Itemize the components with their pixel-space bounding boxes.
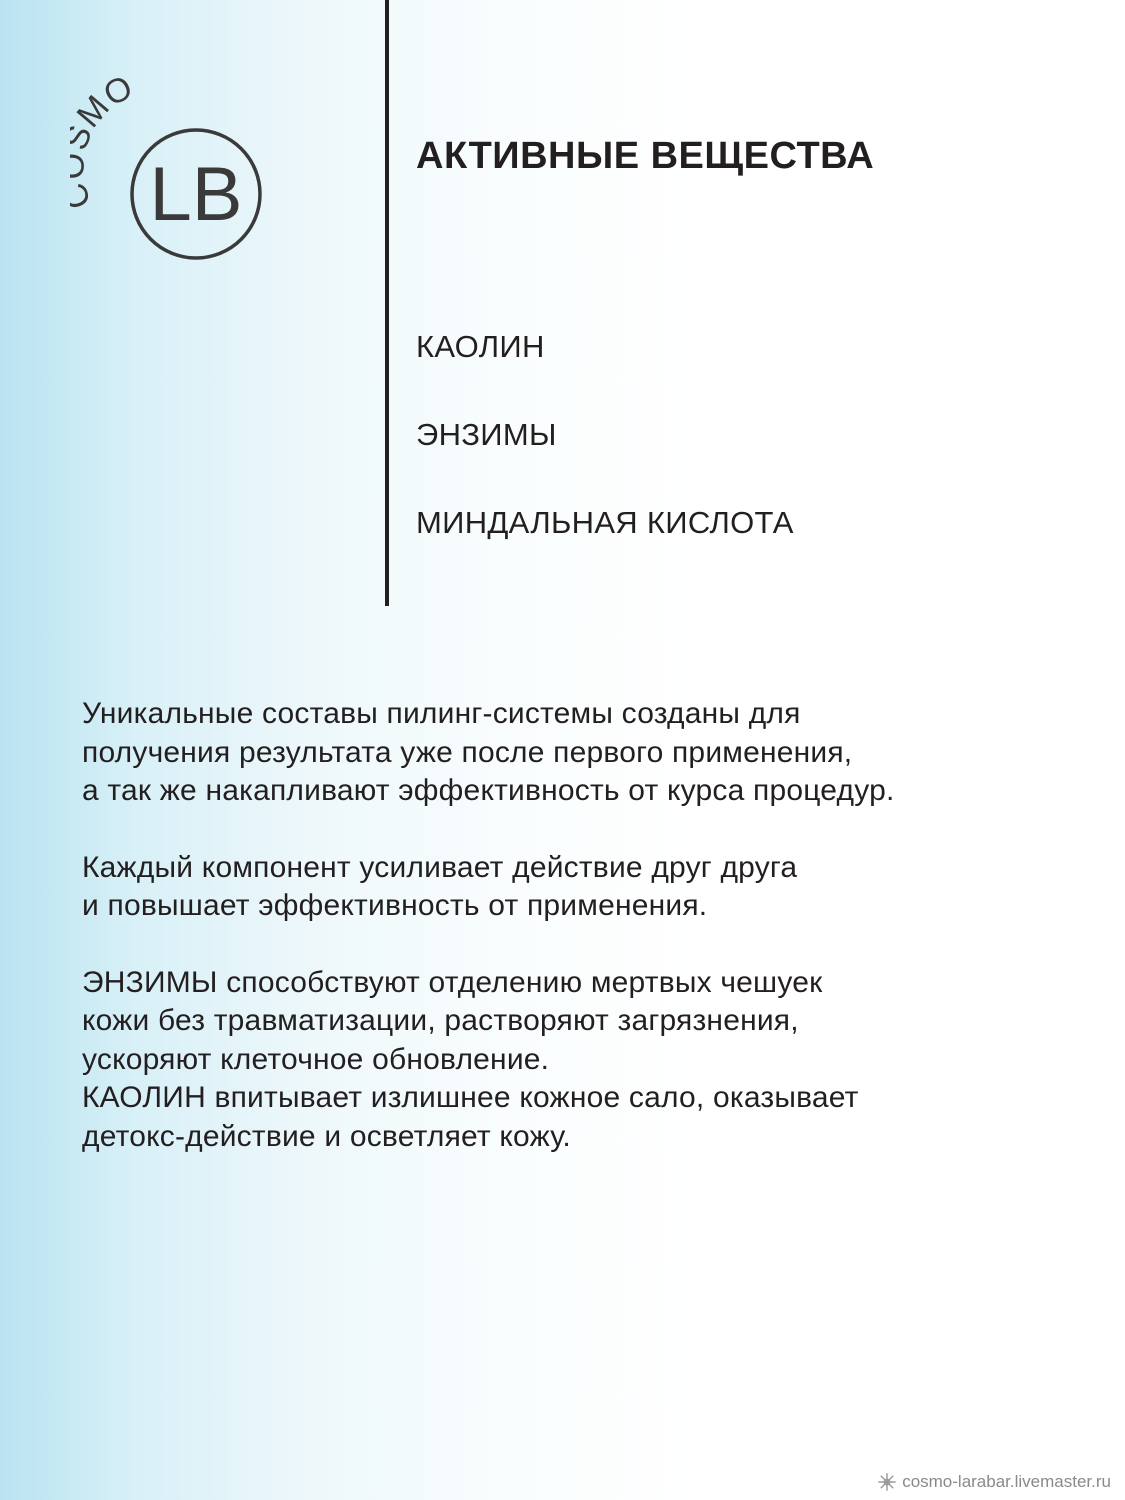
logo-arc-text: MO — [70, 70, 140, 135]
text-line: и повышает эффективность от применения. — [82, 889, 708, 922]
text-line: КАОЛИН впитывает излишнее кожное сало, оказывает — [82, 1081, 859, 1114]
text-line: ЭНЗИМЫ способствуют отделению мертвых чешуек — [82, 965, 823, 999]
watermark — [878, 1472, 1111, 1492]
description-text — [82, 695, 1092, 1156]
logo-monogram: LB — [149, 152, 243, 237]
page-title: АКТИВНЫЕ ВЕЩЕСТВА — [416, 135, 875, 177]
brand-logo — [70, 70, 270, 270]
text-line: кожи без травматизации, растворяют загрязнения, — [82, 1004, 799, 1037]
text-line: а так же накапливают эффективность от курса процедур. — [82, 774, 895, 807]
snowflake-icon — [878, 1473, 896, 1491]
ingredient-item: ЭНЗИМЫ — [416, 417, 557, 452]
description-paragraph-2 — [82, 849, 1092, 926]
text-line: Уникальные составы пилинг-системы созданы для — [82, 697, 801, 730]
logo-graphic — [70, 70, 270, 270]
description-paragraph-3 — [82, 964, 1092, 1157]
text-line: детокс-действие и осветляет кожу. — [82, 1119, 571, 1153]
watermark-text: cosmo-larabar.livemaster.ru — [902, 1472, 1111, 1491]
text-line: ускоряют клеточное обновление. — [82, 1042, 550, 1076]
text-line: получения результата уже после первого применения, — [82, 735, 853, 769]
description-paragraph-1 — [82, 695, 1092, 811]
ingredient-item: МИНДАЛЬНАЯ КИСЛОТА — [416, 505, 794, 540]
ingredient-item: КАОЛИН — [416, 329, 545, 364]
text-line: Каждый компонент усиливает действие друг друга — [82, 850, 798, 884]
ingredient-list — [416, 323, 794, 587]
vertical-divider — [385, 0, 389, 606]
